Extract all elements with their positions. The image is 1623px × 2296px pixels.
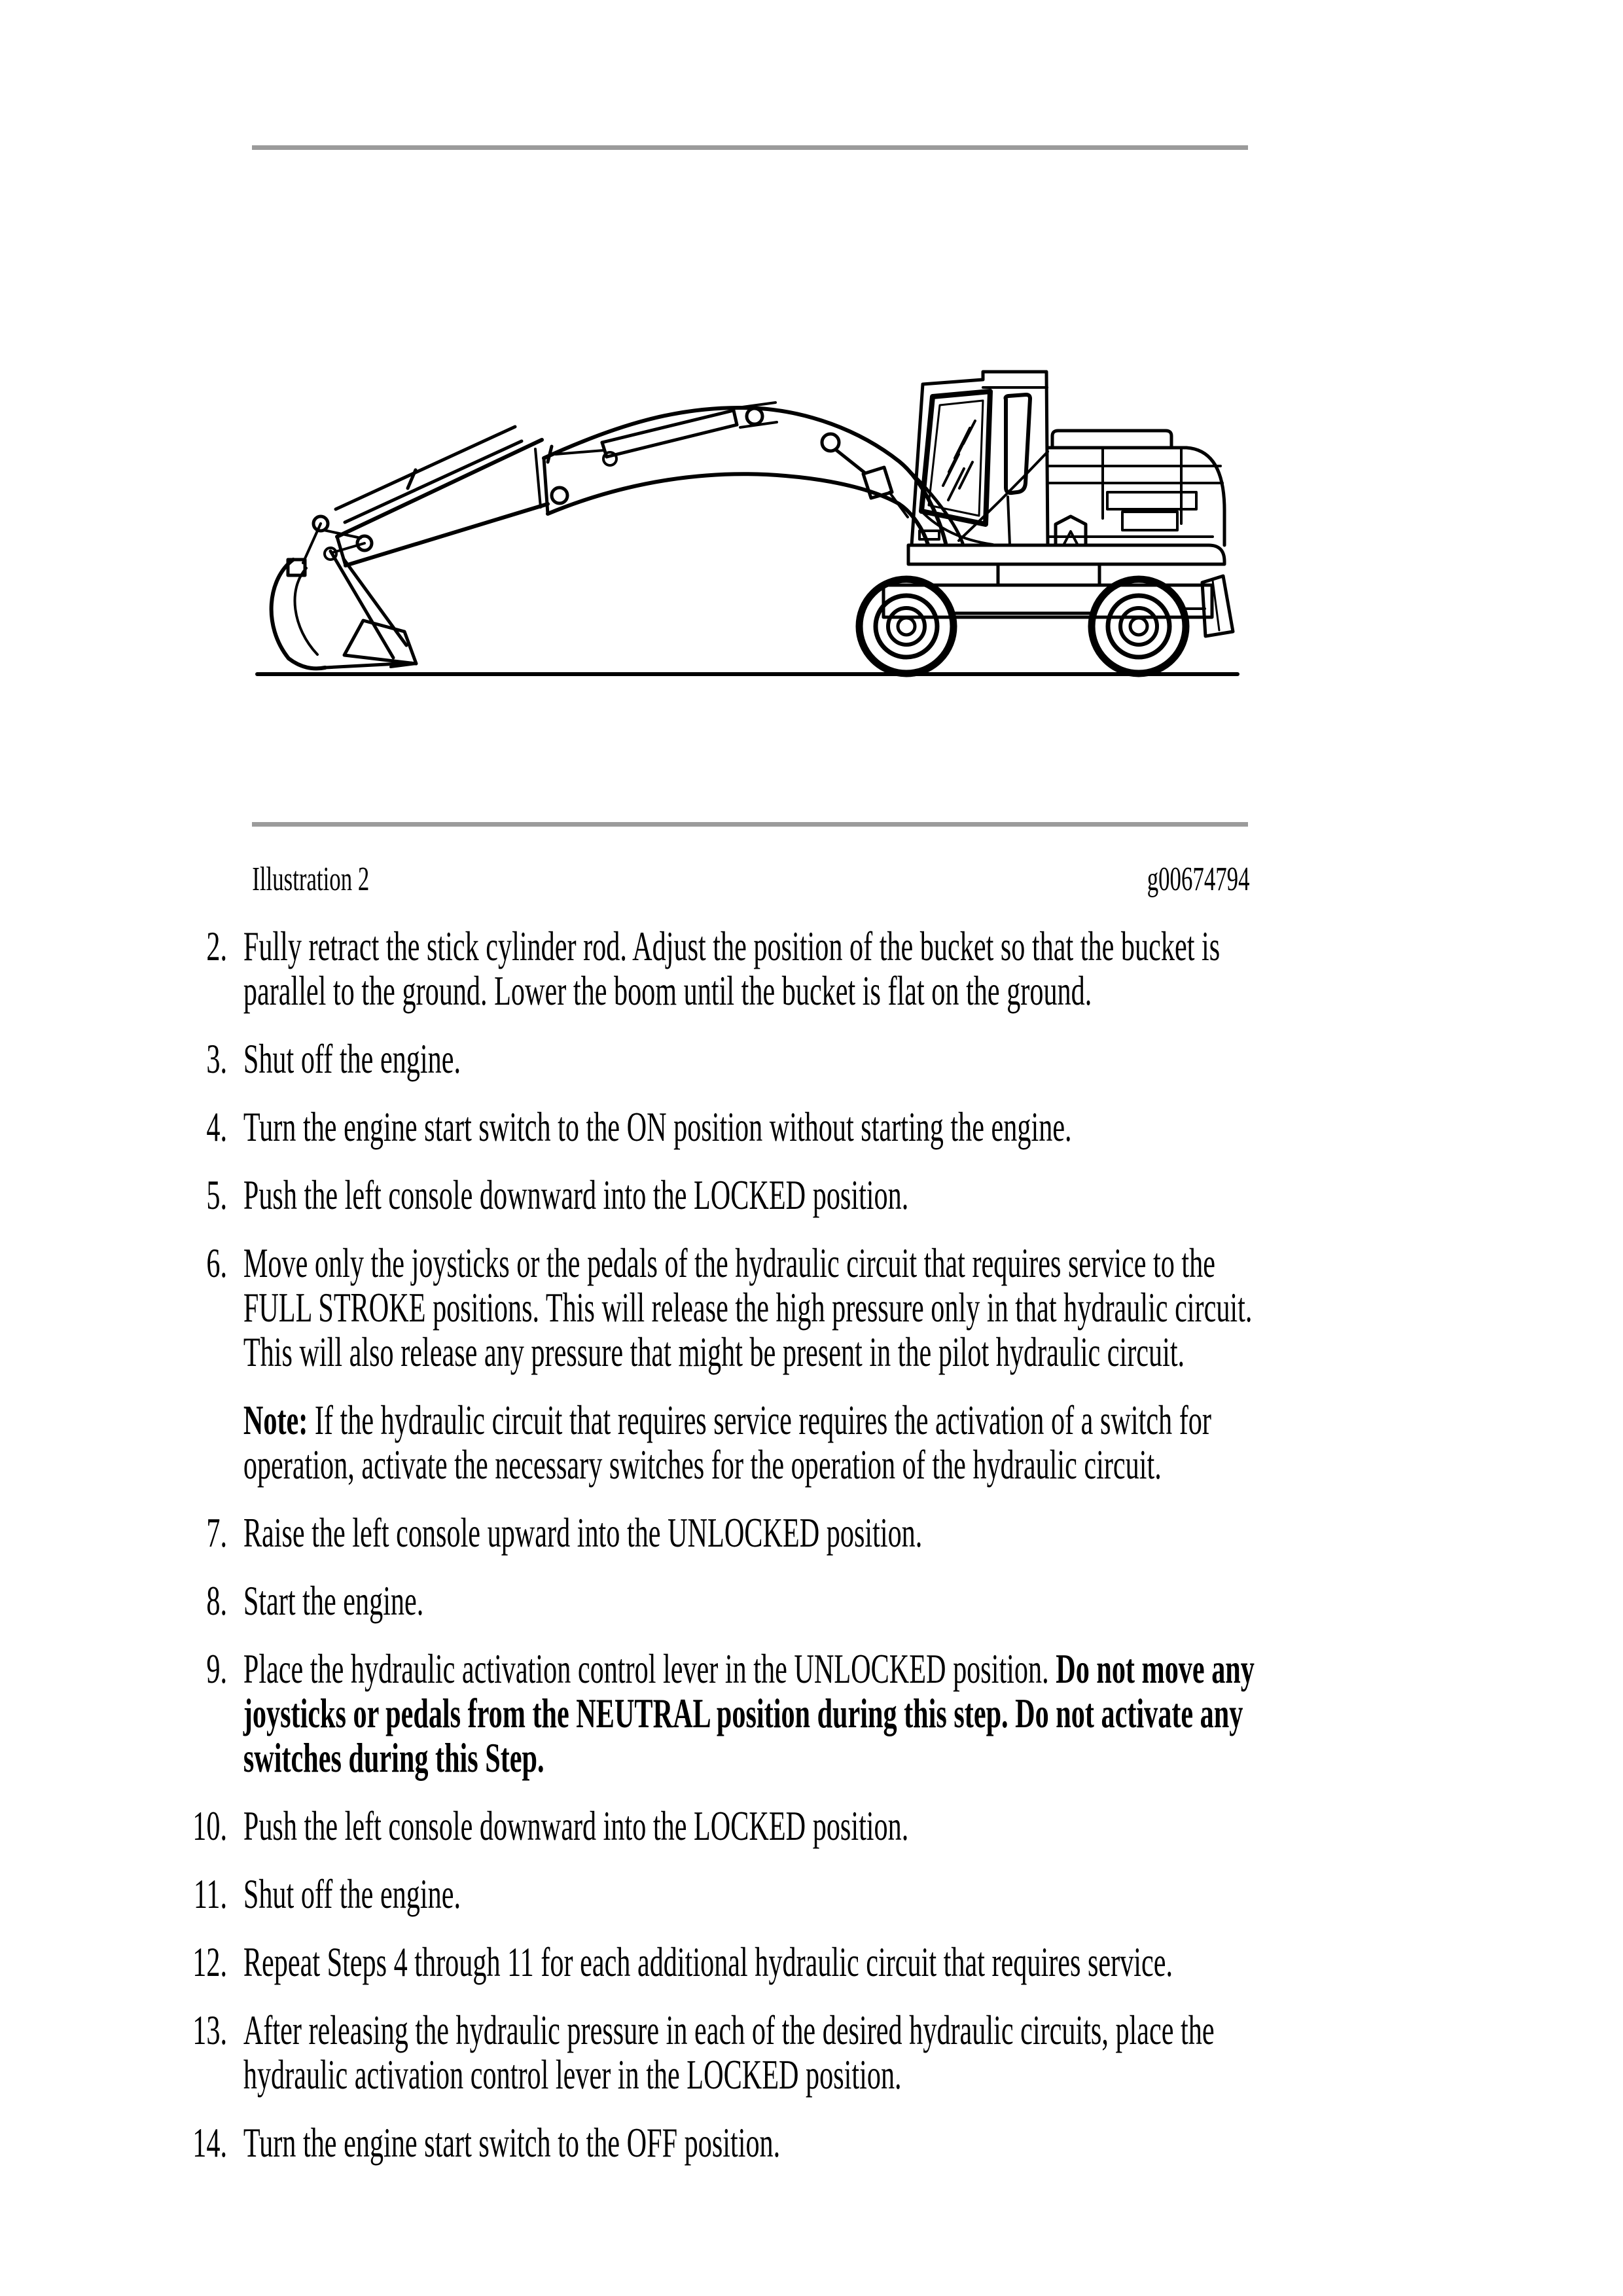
- step-item: [0, 1579, 1622, 1623]
- excavator-illustration: [252, 301, 1248, 697]
- step-item: [0, 2008, 1622, 2097]
- step-number: 6.: [206, 1240, 228, 1286]
- step-item: [0, 1940, 1622, 1984]
- step-item: [0, 1511, 1622, 1555]
- top-rule: [252, 145, 1248, 150]
- boom-cylinder: [822, 434, 908, 517]
- window-hatching: [943, 421, 975, 500]
- step-text: Push the left console downward into the LOCKED position.: [243, 1803, 909, 1849]
- stick-cylinder: [548, 410, 737, 465]
- step-number: 13.: [192, 2007, 228, 2053]
- front-wheel: [1092, 579, 1186, 673]
- step-item: [0, 1398, 1622, 1487]
- bucket: [272, 551, 416, 668]
- illustration-figure: [252, 301, 1248, 697]
- step-item: [0, 1804, 1622, 1848]
- rear-wheel: [859, 579, 954, 673]
- bucket-cylinder: [336, 427, 522, 522]
- step-number: 2.: [206, 924, 228, 969]
- step-number: 14.: [192, 2120, 228, 2166]
- procedure-steps: [0, 924, 1622, 2189]
- step-text: Note: If the hydraulic circuit that requires service requires the activation of a switch for operation, activate the necessary switches for the operation of the hydraulic circuit.: [243, 1397, 1211, 1488]
- illustration-reference-number: g00674794: [1147, 861, 1250, 898]
- step-text: Repeat Steps 4 through 11 for each additional hydraulic circuit that requires service.: [243, 1939, 1173, 1985]
- illustration-caption-label: Illustration 2: [252, 861, 370, 898]
- step-text: Move only the joysticks or the pedals of the hydraulic circuit that requires service to the FULL STROKE positions. This will release the high pressure only in that hydraulic circuit. This will also release any pressure that might be present in the pilot hydraulic circuit.: [243, 1240, 1253, 1375]
- step-number: 7.: [206, 1510, 228, 1556]
- step-text: Place the hydraulic activation control lever in the UNLOCKED position. Do not move any joysticks or pedals from the NEUTRAL position during this step. Do not activate any switches during this Step.: [243, 1646, 1255, 1781]
- step-number: [0, 1398, 227, 1487]
- step-item: [0, 924, 1622, 1013]
- bottom-rule: [252, 822, 1248, 827]
- step-text: Fully retract the stick cylinder rod. Adjust the position of the bucket so that the bucket is parallel to the ground. Lower the boom until the bucket is flat on the ground.: [243, 924, 1221, 1014]
- step-number: 11.: [193, 1871, 228, 1917]
- step-text: Push the left console downward into the LOCKED position.: [243, 1172, 909, 1218]
- step-number: 12.: [192, 1939, 228, 1985]
- step-number: 9.: [206, 1646, 228, 1692]
- step-item: [0, 2121, 1622, 2165]
- step-item: [0, 1241, 1622, 1374]
- step-item: [0, 1037, 1622, 1081]
- step-number: 5.: [206, 1172, 228, 1218]
- step-number: 4.: [206, 1104, 228, 1150]
- step-number: 8.: [206, 1578, 228, 1624]
- step-item: [0, 1647, 1622, 1780]
- pedestal: [998, 564, 1099, 585]
- engine-housing: [1049, 431, 1224, 545]
- step-text: After releasing the hydraulic pressure in each of the desired hydraulic circuits, place the hydraulic activation control lever in the LOCKED position.: [243, 2007, 1215, 2098]
- step-text: Raise the left console upward into the UNLOCKED position.: [243, 1510, 923, 1556]
- step-item: [0, 1872, 1622, 1916]
- step-text: Start the engine.: [243, 1578, 424, 1624]
- cab: [912, 372, 1048, 545]
- step-text: Turn the engine start switch to the OFF position.: [243, 2120, 781, 2166]
- boom: [535, 403, 963, 545]
- step-item: [0, 1173, 1622, 1217]
- rear-window: [1006, 395, 1031, 493]
- step-number: 3.: [206, 1036, 228, 1082]
- step-text: Shut off the engine.: [243, 1036, 461, 1082]
- step-text: Shut off the engine.: [243, 1871, 461, 1917]
- step-item: [0, 1105, 1622, 1149]
- step-number: 10.: [192, 1803, 228, 1849]
- deck: [908, 545, 1224, 564]
- step-text: Turn the engine start switch to the ON position without starting the engine.: [243, 1104, 1072, 1150]
